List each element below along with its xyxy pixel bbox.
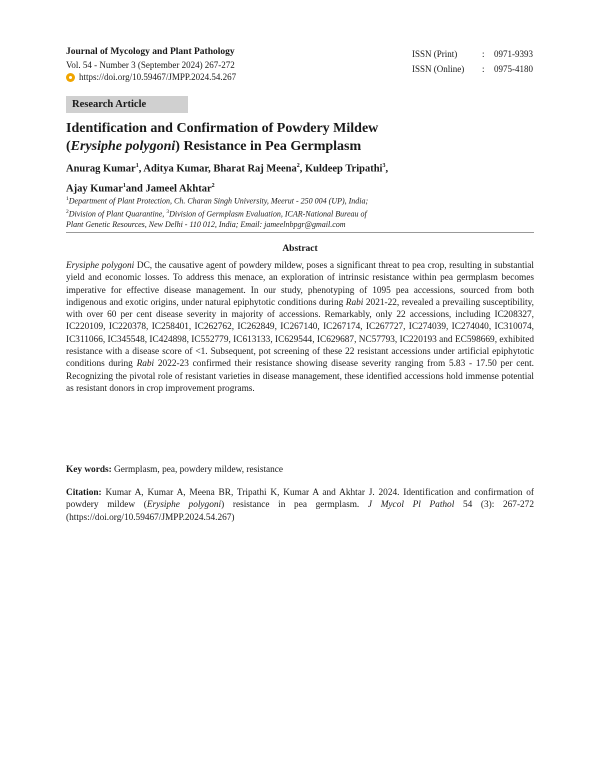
affiliation-text: Division of Plant Quarantine, bbox=[68, 209, 167, 219]
keywords bbox=[66, 464, 534, 476]
issn-separator: : bbox=[482, 64, 485, 74]
affiliation-sup: 2 bbox=[66, 208, 69, 215]
author-separator: and bbox=[125, 183, 146, 194]
affiliation-line-2 bbox=[66, 207, 536, 220]
abstract-heading: Abstract bbox=[282, 244, 318, 254]
abstract-text-3: 2022-23 confirmed their resistance showing disease severity ranging from 5.83 - 17.50 per cent. Recognizing the pivotal role of resistant varieties in disease management, these identified accessions hold immense potential as resistant donors in crop improvement programs. bbox=[66, 359, 534, 394]
author-affiliation-sup: 1 bbox=[135, 163, 139, 169]
volume-info: Vol. 54 - Number 3 (September 2024) 267-272 bbox=[66, 60, 235, 70]
affiliation-sup: 3 bbox=[166, 208, 170, 215]
author-name: Kuldeep Tripathi bbox=[304, 163, 383, 175]
title-line-2-rest: ) Resistance in Pea Germplasm bbox=[175, 139, 362, 154]
issn-print-row bbox=[412, 47, 533, 62]
author-line-1 bbox=[66, 158, 526, 178]
doi-icon bbox=[66, 73, 75, 82]
title-open-paren: ( bbox=[66, 139, 71, 154]
issn-online-row bbox=[412, 62, 533, 77]
abstract-rabi-1: Rabi bbox=[345, 297, 364, 308]
title-species: Erysiphe polygoni bbox=[70, 139, 176, 154]
abstract-text-1: DC, the causative agent of powdery mildew, poses a significant threat to pea crop, resulting in substantial yield and economic losses. To address this menace, an exploration of intrinsic resistance within pea germplasm becomes imperative for effective disease management. In our study, phenotyping of 1095 pea accessions, sourced from both indigenous and exotic origins, under natural epiphytotic conditions during bbox=[66, 261, 534, 308]
author-name: Ajay Kumar bbox=[66, 183, 123, 194]
author-separator: , bbox=[299, 163, 305, 175]
title-line-1: Identification and Confirmation of Powdery Mildew bbox=[66, 121, 379, 136]
citation-journal: J Mycol Pl Pathol bbox=[367, 500, 455, 511]
affiliation-line-3: Plant Genetic Resources, New Delhi - 110 012, India; Email: jameelnbpgr@gmail.com bbox=[66, 220, 346, 230]
author-separator: , bbox=[208, 163, 214, 175]
author-affiliation-sup: 2 bbox=[211, 182, 215, 189]
abstract-rabi-2: Rabi bbox=[136, 359, 155, 370]
issn-separator: : bbox=[482, 49, 485, 59]
issn-online-value: 0975-4180 bbox=[494, 64, 533, 74]
citation-text-3: 54 (3): 267-272 (https://doi.org/10.59467/JMPP.2024.54.267) bbox=[66, 500, 534, 523]
author-name: Aditya Kumar bbox=[143, 163, 209, 175]
issn-print-label: ISSN (Print) bbox=[412, 49, 458, 59]
abstract-body bbox=[66, 260, 534, 395]
author-affiliation-sup: 1 bbox=[122, 182, 126, 189]
keywords-text: Germplasm, pea, powdery mildew, resistance bbox=[111, 465, 284, 475]
issn-block bbox=[412, 47, 533, 77]
citation bbox=[66, 487, 534, 524]
author-name: Bharat Raj Meena bbox=[213, 163, 297, 175]
citation-species: Erysiphe polygoni bbox=[146, 500, 222, 511]
divider-top bbox=[66, 232, 534, 233]
issn-online-label: ISSN (Online) bbox=[412, 64, 465, 74]
keywords-label: Key words: bbox=[66, 465, 112, 475]
journal-header bbox=[66, 46, 386, 83]
affiliation-line-1 bbox=[66, 194, 536, 207]
abstract-species: Erysiphe polygoni bbox=[66, 261, 135, 271]
doi-link[interactable]: https://doi.org/10.59467/JMPP.2024.54.267 bbox=[79, 72, 237, 82]
affiliation-text: Department of Plant Protection, Ch. Charan Singh University, Meerut - 250 004 (UP), India; bbox=[68, 196, 369, 206]
abstract-text-2: 2021-22, revealed a prevailing susceptibility, with over 60 per cent disease severity in majority of accessions. Remarkably, only 22 accessions, including IC208327, IC220109, IC220378, IC258401, IC262762, IC262849, IC267140, IC267174, IC267727, IC274039, IC274040, IC310074, IC311066, IC345548, IC424898, IC552779, IC613133, IC629544, IC629687, NC57793, IC220193 and EC598669, exhibited resistance with a disease score of <1. Subsequent, pot screening of these 22 resistant accessions under artificial epiphytotic conditions during bbox=[66, 297, 534, 370]
author-affiliation-sup: 3 bbox=[382, 163, 386, 169]
author-separator: , bbox=[385, 163, 389, 175]
affiliation-text: Division of Germplasm Evaluation, ICAR-National Bureau of bbox=[169, 209, 367, 219]
author-affiliation-sup: 2 bbox=[296, 163, 300, 169]
affiliation-sup: 1 bbox=[66, 196, 69, 202]
article-type-badge: Research Article bbox=[66, 96, 188, 113]
author-list bbox=[66, 158, 526, 197]
title-line-2 bbox=[66, 138, 526, 156]
author-name: Jameel Akhtar bbox=[145, 183, 212, 194]
citation-label: Citation: bbox=[66, 488, 102, 498]
affiliations bbox=[66, 194, 536, 230]
issn-print-value: 0971-9393 bbox=[494, 49, 533, 59]
citation-text-2: ) resistance in pea germplasm. bbox=[221, 500, 368, 511]
author-name: Anurag Kumar bbox=[66, 163, 136, 175]
author-separator: , bbox=[138, 163, 144, 175]
journal-title: Journal of Mycology and Plant Pathology bbox=[66, 47, 235, 57]
article-title bbox=[66, 120, 526, 156]
citation-text-1: Kumar A, Kumar A, Meena BR, Tripathi K, Kumar A and Akhtar J. 2024. Identification and confirmation of powdery mildew ( bbox=[66, 488, 534, 511]
doi-row bbox=[66, 71, 386, 83]
